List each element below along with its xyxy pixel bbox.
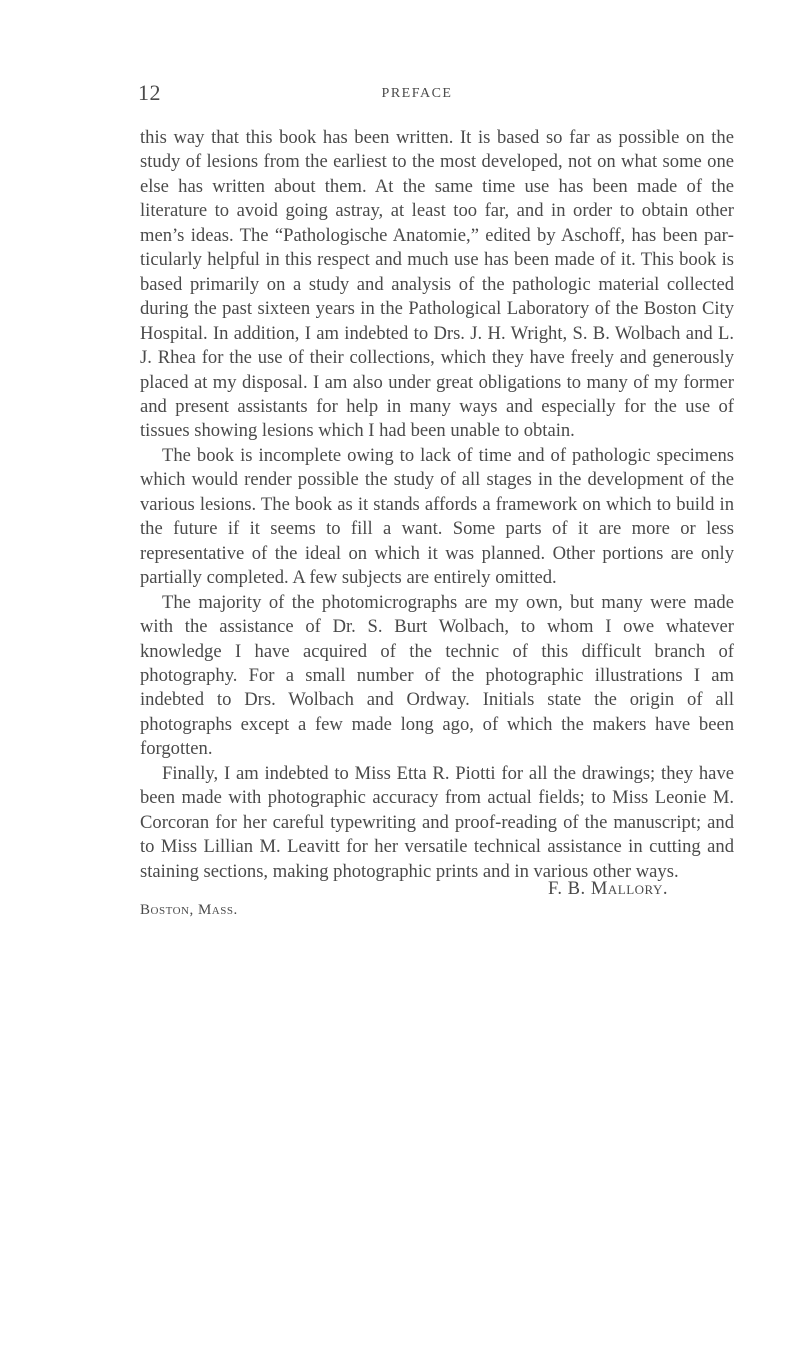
- paragraph-2: The book is incomplete owing to lack of time and of pathologic specimens which would render possible the study of all stages in the development of the various lesions. The book as it stands affords a framework on which to build in the future if it seems to fill a want. Some parts of it are more or less representative of the ideal on which it was planned. Other portions are only partially completed. A few subjects are entirely omitted.: [140, 444, 734, 589]
- paragraph-4: Finally, I am indebted to Miss Etta R. Piotti for all the drawings; they have been made with photographic accuracy from actual fields; to Miss Leonie M. Corcoran for her careful typewriting and proof-reading of the manuscript; and to Miss Lillian M. Leavitt for her versatile technical assistance in cutting and staining sections, making photographic prints and in various other ways.: [140, 762, 734, 882]
- signature-initials: F. B.: [548, 878, 586, 899]
- author-signature: [548, 877, 668, 901]
- paragraph-3: The majority of the photomicrographs are my own, but many were made with the assistance of Dr. S. Burt Wolbach, to whom I owe whatever knowledge I have acquired of the technic of this difficult branch of photography. For a small number of the photographic illustrations I am indebted to Drs. Wolbach and Ordway. Initials state the origin of all photographs except a few made long ago, of which the makers have been forgotten.: [140, 591, 734, 760]
- signature-surname: Mallory.: [590, 878, 669, 899]
- paragraph-1: this way that this book has been written. It is based so far as possible on the study of lesions from the earliest to the most developed, not on what some one else has written about them. At the same time use has been made of the literature to avoid going astray, at least too far, and in order to obtain other men’s ideas. The “Pathologische Anatomie,” edited by Aschoff, has been particularly helpful in this respect and much use has been made of it. This book is based primarily on a study and analysis of the pathologic material collected during the past sixteen years in the Pathological Laboratory of the Boston City Hospital. In addition, I am indebted to Drs. J. H. Wright, S. B. Wolbach and L. J. Rhea for the use of their collections, which they have freely and generously placed at my disposal. I am also under great obligations to many of my former and present assistants for help in many ways and especially for the use of tissues showing lesions which I had been unable to obtain.: [140, 127, 734, 442]
- running-head: PREFACE: [381, 86, 453, 101]
- page-number: 12: [138, 80, 161, 105]
- page-header: [0, 80, 800, 110]
- place-line: Boston, Mass.: [140, 902, 238, 918]
- body-text: [140, 126, 734, 884]
